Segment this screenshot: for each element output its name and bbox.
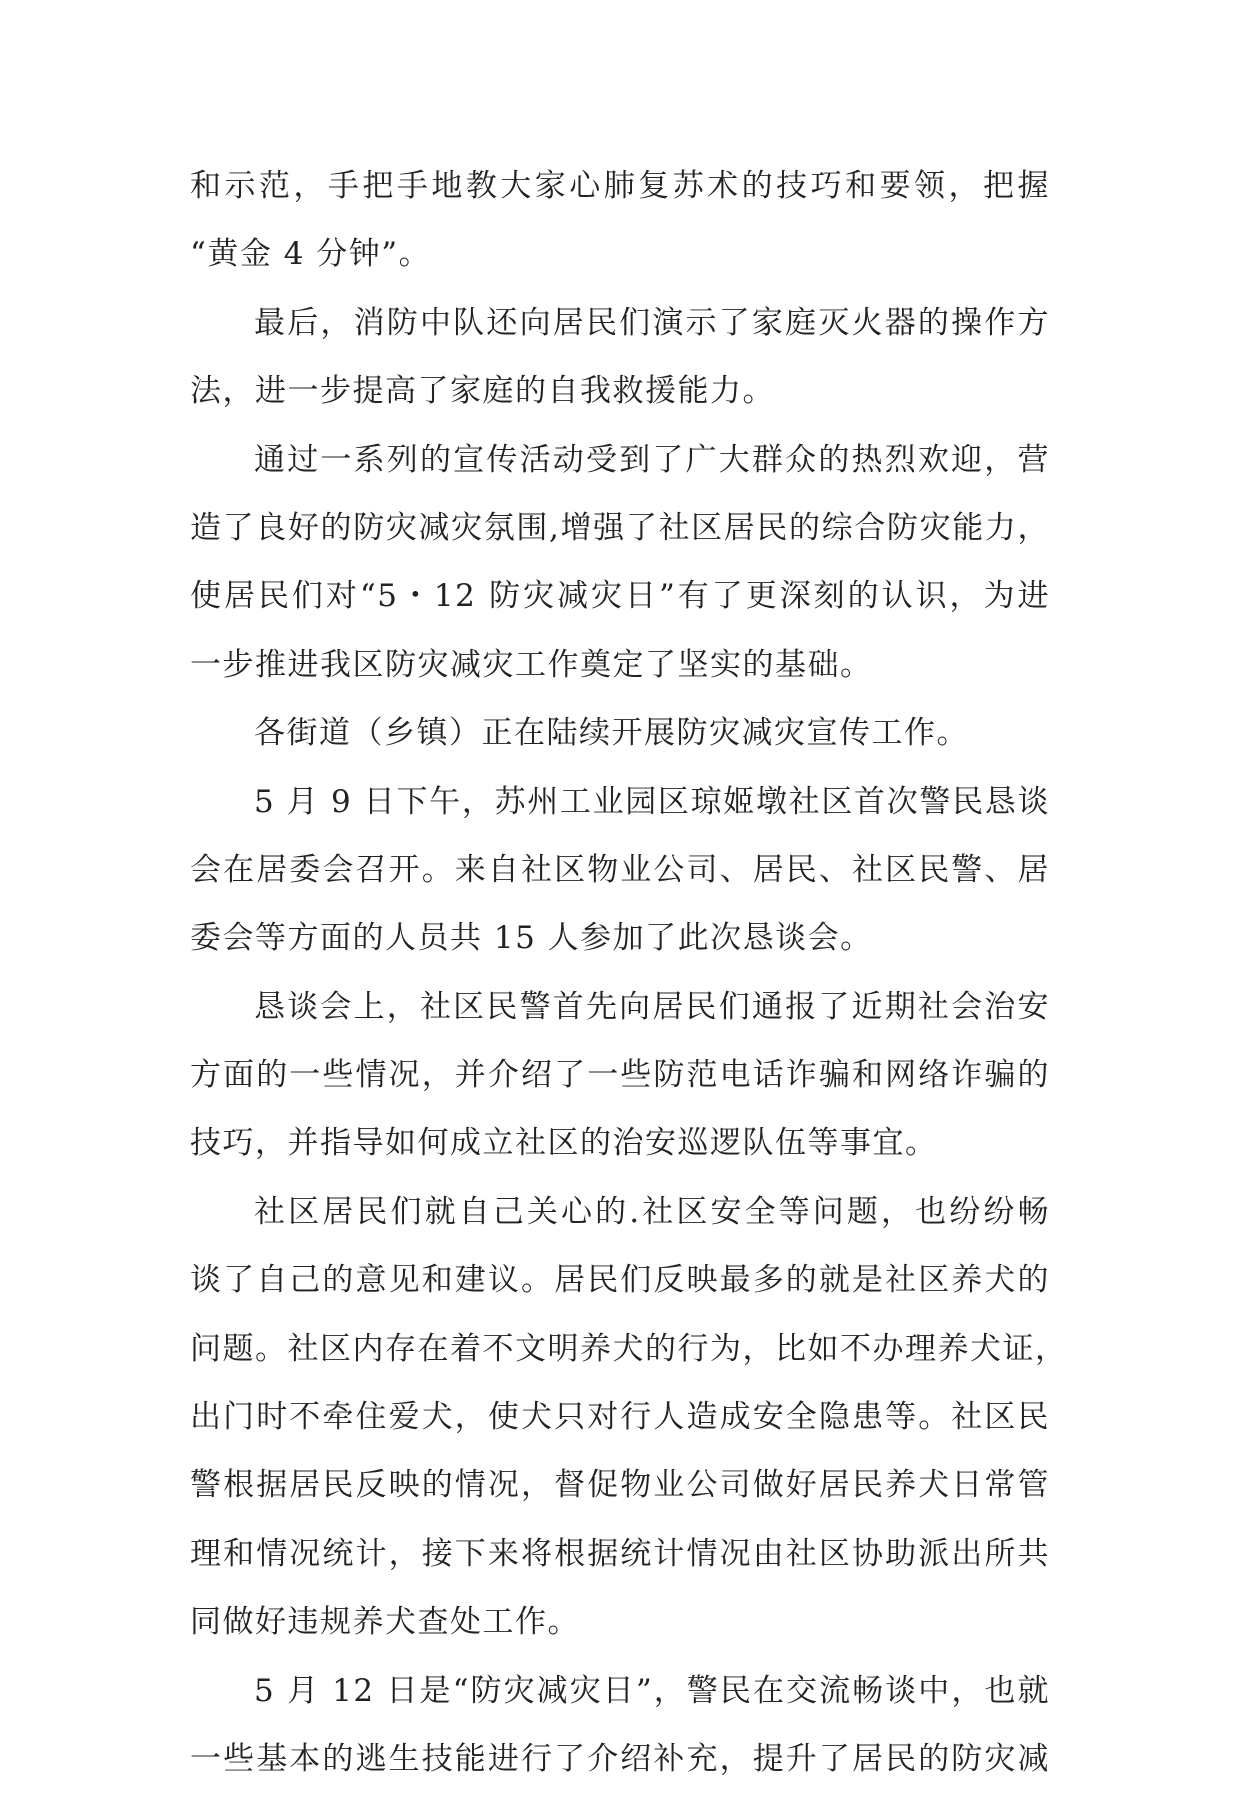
text-line: 5 月 12 日是“防灾减灾日”，警民在交流畅谈中，也就 [254, 1672, 1050, 1709]
text-line: 一些基本的逃生技能进行了介绍补充，提升了居民的防灾减 [190, 1740, 1050, 1777]
text-line: 各街道（乡镇）正在陆续开展防灾减灾宣传工作。 [254, 715, 969, 752]
text-line: 最后，消防中队还向居民们演示了家庭灭火器的操作方 [254, 304, 1050, 341]
text-line: 技巧，并指导如何成立社区的治安巡逻队伍等事宜。 [190, 1125, 938, 1162]
text-line: 警根据居民反映的情况，督促物业公司做好居民养犬日常管 [190, 1467, 1050, 1504]
text-line: 通过一系列的宣传活动受到了广大群众的热烈欢迎，营 [254, 441, 1050, 478]
text-line: 出门时不牵住爱犬，使犬只对行人造成安全隐患等。社区民 [190, 1399, 1050, 1436]
text-line: 造了良好的防灾减灾氛围,增强了社区居民的综合防灾能力， [190, 509, 1050, 546]
article-body [190, 152, 1068, 1793]
text-line: 一步推进我区防灾减灾工作奠定了坚实的基础。 [190, 646, 873, 683]
text-line: “黄金 4 分钟”。 [190, 236, 432, 273]
text-line: 问题。社区内存在着不文明养犬的行为，比如不办理养犬证， [190, 1330, 1068, 1367]
text-line: 委会等方面的人员共 15 人参加了此次恳谈会。 [190, 920, 873, 957]
text-line: 谈了自己的意见和建议。居民们反映最多的就是社区养犬的 [190, 1262, 1050, 1299]
text-line: 同做好违规养犬查处工作。 [190, 1604, 580, 1641]
text-line: 恳谈会上，社区民警首先向居民们通报了近期社会治安 [254, 988, 1050, 1025]
text-line: 方面的一些情况，并介绍了一些防范电话诈骗和网络诈骗的 [190, 1057, 1050, 1094]
text-line: 法，进一步提高了家庭的自我救援能力。 [190, 373, 775, 410]
text-line: 使居民们对“5・12 防灾减灾日”有了更深刻的认识，为进 [190, 578, 1050, 615]
text-line: 理和情况统计，接下来将根据统计情况由社区协助派出所共 [190, 1535, 1050, 1572]
text-line: 和示范，手把手地教大家心肺复苏术的技巧和要领，把握 [190, 168, 1050, 204]
text-line: 会在居委会召开。来自社区物业公司、居民、社区民警、居 [190, 851, 1050, 888]
text-line: 5 月 9 日下午，苏州工业园区琼姬墩社区首次警民恳谈 [254, 783, 1050, 820]
text-line: 社区居民们就自己关心的.社区安全等问题，也纷纷畅 [254, 1193, 1050, 1230]
